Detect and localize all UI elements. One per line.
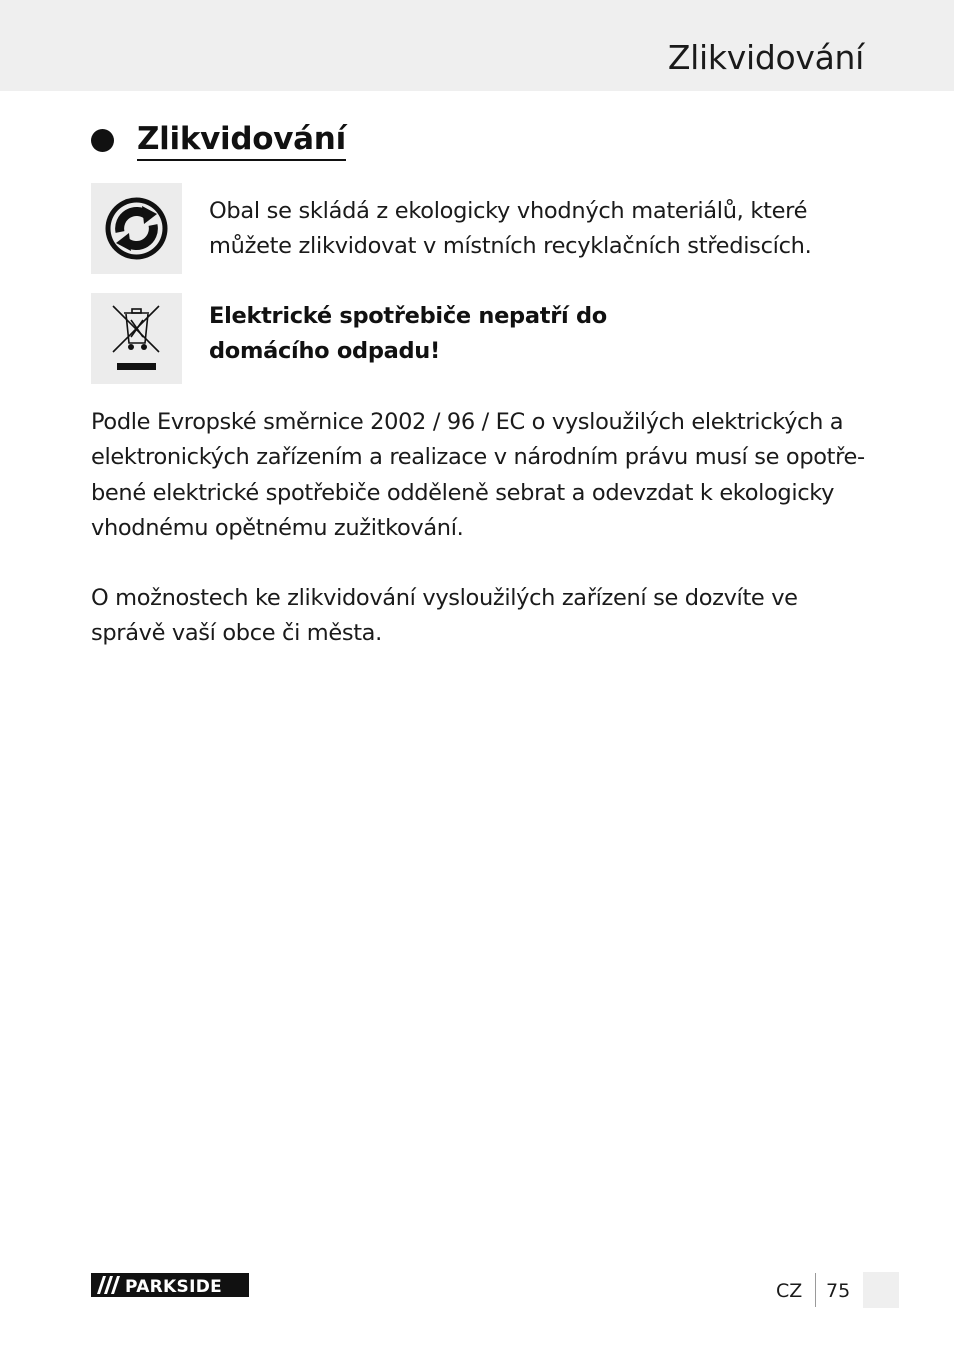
directive-paragraph xyxy=(91,405,871,546)
weee-warning-line: domácího odpadu! xyxy=(209,338,440,364)
footer-language-code: CZ xyxy=(776,1280,803,1302)
running-header-title: Zlikvidování xyxy=(667,38,864,77)
section-heading xyxy=(91,118,346,162)
paragraph-line: elektronických zařízením a realizace v národním právu musí se opotře- xyxy=(91,444,865,471)
crossed-out-wheelie-bin-icon xyxy=(91,293,182,384)
recycling-green-dot-icon xyxy=(91,183,182,274)
weee-warning-line: Elektrické spotřebiče nepatří do xyxy=(209,303,607,329)
disposal-info-paragraph xyxy=(91,581,871,652)
paragraph-line: Podle Evropské směrnice 2002 / 96 / EC o vysloužilých elektrických a xyxy=(91,409,844,435)
logo-wordmark: PARKSIDE xyxy=(125,1277,223,1297)
section-title: Zlikvidování xyxy=(137,119,346,161)
packaging-note-line: Obal se skládá z ekologicky vhodných materiálů, které xyxy=(209,198,808,224)
paragraph-line: vhodnému opětnému zužitkování. xyxy=(91,514,464,541)
bullet-dot-icon xyxy=(91,129,114,152)
footer-divider xyxy=(815,1273,816,1307)
footer-page-number: 75 xyxy=(826,1280,851,1302)
paragraph-line: O možnostech ke zlikvidování vysloužilých zařízení se dozvíte ve xyxy=(91,585,798,611)
footer-tab-marker xyxy=(863,1272,899,1308)
packaging-note xyxy=(209,194,811,264)
weee-warning xyxy=(209,299,607,369)
paragraph-line: správě vaší obce či města. xyxy=(91,620,382,647)
parkside-logo xyxy=(91,1273,249,1297)
packaging-note-line: můžete zlikvidovat v místních recyklačních střediscích. xyxy=(209,233,812,259)
paragraph-line: bené elektrické spotřebiče odděleně sebrat a odevzdat k ekologicky xyxy=(91,479,835,506)
